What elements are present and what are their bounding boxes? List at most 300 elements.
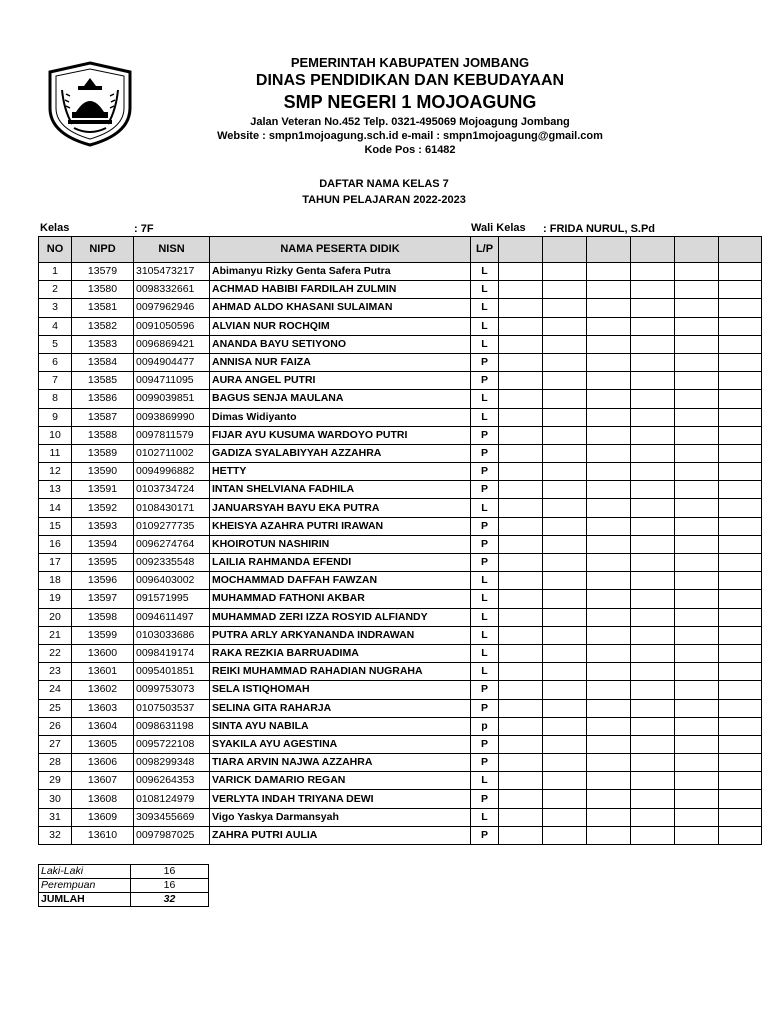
blank-cell — [719, 808, 762, 826]
row-nisn: 0108430171 — [134, 499, 210, 517]
row-nipd: 13600 — [72, 644, 134, 662]
row-no: 32 — [39, 826, 72, 844]
header-blank — [587, 237, 631, 263]
row-nama: VARICK DAMARIO REGAN — [210, 772, 471, 790]
table-row — [39, 372, 762, 390]
blank-cell — [719, 608, 762, 626]
row-nisn: 0093869990 — [134, 408, 210, 426]
blank-cell — [675, 717, 719, 735]
blank-cell — [587, 663, 631, 681]
blank-cell — [543, 608, 587, 626]
blank-cell — [587, 554, 631, 572]
row-nisn: 0097962946 — [134, 299, 210, 317]
row-nipd: 13610 — [72, 826, 134, 844]
row-nama: Vigo Yaskya Darmansyah — [210, 808, 471, 826]
department-name: DINAS PENDIDIKAN DAN KEBUDAYAAN — [255, 72, 565, 89]
blank-cell — [631, 644, 675, 662]
row-nipd: 13598 — [72, 608, 134, 626]
row-lp: P — [471, 426, 499, 444]
jumlah-count: 32 — [131, 893, 209, 907]
blank-cell — [631, 735, 675, 753]
kelas-label: Kelas — [40, 222, 70, 234]
blank-cell — [631, 572, 675, 590]
row-no: 4 — [39, 317, 72, 335]
row-lp: P — [471, 535, 499, 553]
blank-cell — [499, 444, 543, 462]
row-no: 11 — [39, 444, 72, 462]
header-blank — [499, 237, 543, 263]
table-row — [39, 263, 762, 281]
blank-cell — [543, 444, 587, 462]
blank-cell — [543, 554, 587, 572]
blank-cell — [675, 644, 719, 662]
blank-cell — [675, 390, 719, 408]
row-no: 3 — [39, 299, 72, 317]
table-row — [39, 754, 762, 772]
row-nisn: 0098419174 — [134, 644, 210, 662]
blank-cell — [543, 335, 587, 353]
blank-cell — [719, 463, 762, 481]
blank-cell — [675, 299, 719, 317]
row-nisn: 0099753073 — [134, 681, 210, 699]
blank-cell — [719, 353, 762, 371]
blank-cell — [719, 699, 762, 717]
row-nipd: 13596 — [72, 572, 134, 590]
row-nama: TIARA ARVIN NAJWA AZZAHRA — [210, 754, 471, 772]
blank-cell — [675, 735, 719, 753]
row-nipd: 13595 — [72, 554, 134, 572]
blank-cell — [675, 572, 719, 590]
row-lp: P — [471, 735, 499, 753]
blank-cell — [675, 463, 719, 481]
blank-cell — [631, 681, 675, 699]
row-lp: p — [471, 717, 499, 735]
blank-cell — [719, 535, 762, 553]
row-nipd: 13586 — [72, 390, 134, 408]
blank-cell — [719, 663, 762, 681]
blank-cell — [675, 353, 719, 371]
row-nisn: 0095401851 — [134, 663, 210, 681]
table-row — [39, 790, 762, 808]
row-nama: VERLYTA INDAH TRIYANA DEWI — [210, 790, 471, 808]
blank-cell — [587, 281, 631, 299]
student-table — [38, 236, 762, 845]
blank-cell — [587, 808, 631, 826]
blank-cell — [543, 372, 587, 390]
blank-cell — [587, 826, 631, 844]
blank-cell — [675, 754, 719, 772]
blank-cell — [543, 772, 587, 790]
row-nipd: 13584 — [72, 353, 134, 371]
blank-cell — [675, 426, 719, 444]
table-row — [39, 335, 762, 353]
row-nisn: 0099039851 — [134, 390, 210, 408]
header-blank — [675, 237, 719, 263]
row-nama: LAILIA RAHMANDA EFENDI — [210, 554, 471, 572]
row-nipd: 13601 — [72, 663, 134, 681]
blank-cell — [543, 754, 587, 772]
blank-cell — [499, 263, 543, 281]
blank-cell — [631, 517, 675, 535]
table-row — [39, 408, 762, 426]
row-nama: JANUARSYAH BAYU EKA PUTRA — [210, 499, 471, 517]
blank-cell — [499, 299, 543, 317]
table-row — [39, 426, 762, 444]
row-nisn: 0091050596 — [134, 317, 210, 335]
blank-cell — [675, 372, 719, 390]
blank-cell — [543, 535, 587, 553]
blank-cell — [499, 608, 543, 626]
row-nama: Abimanyu Rizky Genta Safera Putra — [210, 263, 471, 281]
blank-cell — [631, 390, 675, 408]
row-nama: GADIZA SYALABIYYAH AZZAHRA — [210, 444, 471, 462]
row-nipd: 13580 — [72, 281, 134, 299]
blank-cell — [675, 317, 719, 335]
letterhead — [140, 55, 680, 157]
blank-cell — [499, 499, 543, 517]
blank-cell — [631, 408, 675, 426]
row-nipd: 13591 — [72, 481, 134, 499]
table-row — [39, 608, 762, 626]
blank-cell — [499, 281, 543, 299]
blank-cell — [631, 263, 675, 281]
table-row — [39, 535, 762, 553]
blank-cell — [719, 572, 762, 590]
blank-cell — [587, 590, 631, 608]
row-nama: MOCHAMMAD DAFFAH FAWZAN — [210, 572, 471, 590]
row-nisn: 0094904477 — [134, 353, 210, 371]
blank-cell — [719, 281, 762, 299]
blank-cell — [675, 517, 719, 535]
blank-cell — [587, 644, 631, 662]
table-row — [39, 735, 762, 753]
row-nama: ZAHRA PUTRI AULIA — [210, 826, 471, 844]
blank-cell — [675, 408, 719, 426]
blank-cell — [587, 517, 631, 535]
row-nama: KHEISYA AZAHRA PUTRI IRAWAN — [210, 517, 471, 535]
row-nipd: 13594 — [72, 535, 134, 553]
blank-cell — [499, 790, 543, 808]
blank-cell — [675, 681, 719, 699]
row-lp: P — [471, 681, 499, 699]
blank-cell — [675, 499, 719, 517]
blank-cell — [499, 663, 543, 681]
row-no: 7 — [39, 372, 72, 390]
blank-cell — [499, 826, 543, 844]
row-nama: ALVIAN NUR ROCHQIM — [210, 317, 471, 335]
row-no: 30 — [39, 790, 72, 808]
blank-cell — [543, 481, 587, 499]
blank-cell — [587, 372, 631, 390]
blank-cell — [499, 317, 543, 335]
row-lp: L — [471, 408, 499, 426]
blank-cell — [587, 463, 631, 481]
blank-cell — [675, 808, 719, 826]
government-name: PEMERINTAH KABUPATEN JOMBANG — [290, 55, 530, 70]
blank-cell — [719, 299, 762, 317]
blank-cell — [543, 626, 587, 644]
blank-cell — [499, 717, 543, 735]
row-nama: ACHMAD HABIBI FARDILAH ZULMIN — [210, 281, 471, 299]
blank-cell — [675, 826, 719, 844]
row-no: 28 — [39, 754, 72, 772]
laki-count: 16 — [131, 865, 209, 879]
header-blank — [631, 237, 675, 263]
blank-cell — [675, 790, 719, 808]
blank-cell — [587, 535, 631, 553]
table-row — [39, 444, 762, 462]
blank-cell — [543, 317, 587, 335]
laki-label: Laki-Laki — [39, 865, 131, 879]
row-no: 17 — [39, 554, 72, 572]
blank-cell — [543, 353, 587, 371]
row-lp: L — [471, 281, 499, 299]
blank-cell — [719, 263, 762, 281]
document-title: DAFTAR NAMA KELAS 7 — [319, 178, 449, 190]
school-name: SMP NEGERI 1 MOJOAGUNG — [283, 92, 537, 112]
blank-cell — [587, 335, 631, 353]
blank-cell — [587, 263, 631, 281]
row-lp: P — [471, 790, 499, 808]
jumlah-label: JUMLAH — [39, 893, 131, 907]
blank-cell — [543, 572, 587, 590]
blank-cell — [587, 426, 631, 444]
blank-cell — [587, 608, 631, 626]
summary-row — [39, 893, 209, 907]
table-row — [39, 499, 762, 517]
row-nipd: 13589 — [72, 444, 134, 462]
row-nipd: 13590 — [72, 463, 134, 481]
blank-cell — [631, 590, 675, 608]
row-nama: PUTRA ARLY ARKYANANDA INDRAWAN — [210, 626, 471, 644]
row-lp: L — [471, 572, 499, 590]
row-nipd: 13579 — [72, 263, 134, 281]
table-row — [39, 390, 762, 408]
row-nama: AHMAD ALDO KHASANI SULAIMAN — [210, 299, 471, 317]
row-no: 27 — [39, 735, 72, 753]
blank-cell — [587, 626, 631, 644]
table-row — [39, 826, 762, 844]
row-nama: REIKI MUHAMMAD RAHADIAN NUGRAHA — [210, 663, 471, 681]
blank-cell — [543, 263, 587, 281]
blank-cell — [719, 754, 762, 772]
row-no: 18 — [39, 572, 72, 590]
blank-cell — [675, 699, 719, 717]
row-nipd: 13599 — [72, 626, 134, 644]
row-no: 1 — [39, 263, 72, 281]
blank-cell — [675, 444, 719, 462]
blank-cell — [499, 372, 543, 390]
blank-cell — [543, 681, 587, 699]
blank-cell — [499, 626, 543, 644]
blank-cell — [719, 372, 762, 390]
row-no: 24 — [39, 681, 72, 699]
row-nipd: 13602 — [72, 681, 134, 699]
blank-cell — [675, 590, 719, 608]
header-lp: L/P — [471, 237, 499, 263]
blank-cell — [631, 663, 675, 681]
row-no: 12 — [39, 463, 72, 481]
blank-cell — [719, 735, 762, 753]
row-nama: MUHAMMAD FATHONI AKBAR — [210, 590, 471, 608]
row-nisn: 0103033686 — [134, 626, 210, 644]
row-lp: L — [471, 299, 499, 317]
blank-cell — [631, 299, 675, 317]
row-lp: P — [471, 826, 499, 844]
blank-cell — [587, 772, 631, 790]
row-nisn: 0108124979 — [134, 790, 210, 808]
row-nisn: 0098332661 — [134, 281, 210, 299]
blank-cell — [499, 335, 543, 353]
row-nipd: 13604 — [72, 717, 134, 735]
row-nisn: 0094611497 — [134, 608, 210, 626]
table-row — [39, 772, 762, 790]
blank-cell — [543, 281, 587, 299]
row-nipd: 13582 — [72, 317, 134, 335]
row-nipd: 13593 — [72, 517, 134, 535]
row-nisn: 0109277735 — [134, 517, 210, 535]
blank-cell — [587, 790, 631, 808]
blank-cell — [499, 517, 543, 535]
row-no: 31 — [39, 808, 72, 826]
blank-cell — [499, 390, 543, 408]
blank-cell — [675, 626, 719, 644]
blank-cell — [719, 554, 762, 572]
table-row — [39, 681, 762, 699]
row-nisn: 091571995 — [134, 590, 210, 608]
blank-cell — [631, 353, 675, 371]
blank-cell — [719, 444, 762, 462]
table-row — [39, 353, 762, 371]
blank-cell — [499, 481, 543, 499]
blank-cell — [719, 826, 762, 844]
row-nama: BAGUS SENJA MAULANA — [210, 390, 471, 408]
blank-cell — [587, 299, 631, 317]
row-lp: P — [471, 517, 499, 535]
row-lp: P — [471, 554, 499, 572]
jombang-emblem-logo — [44, 60, 136, 148]
row-no: 6 — [39, 353, 72, 371]
blank-cell — [499, 554, 543, 572]
row-lp: L — [471, 808, 499, 826]
row-lp: L — [471, 644, 499, 662]
blank-cell — [587, 408, 631, 426]
blank-cell — [499, 572, 543, 590]
row-no: 20 — [39, 608, 72, 626]
row-lp: P — [471, 353, 499, 371]
row-nama: RAKA REZKIA BARRUADIMA — [210, 644, 471, 662]
blank-cell — [587, 317, 631, 335]
row-nipd: 13608 — [72, 790, 134, 808]
row-no: 13 — [39, 481, 72, 499]
row-lp: P — [471, 754, 499, 772]
blank-cell — [631, 826, 675, 844]
row-nama: AURA ANGEL PUTRI — [210, 372, 471, 390]
blank-cell — [719, 317, 762, 335]
row-nipd: 13603 — [72, 699, 134, 717]
row-nama: MUHAMMAD ZERI IZZA ROSYID ALFIANDY — [210, 608, 471, 626]
blank-cell — [719, 426, 762, 444]
academic-year: TAHUN PELAJARAN 2022-2023 — [302, 194, 466, 206]
row-nisn: 0098299348 — [134, 754, 210, 772]
blank-cell — [631, 808, 675, 826]
row-no: 9 — [39, 408, 72, 426]
blank-cell — [543, 517, 587, 535]
blank-cell — [499, 808, 543, 826]
blank-cell — [675, 263, 719, 281]
blank-cell — [587, 390, 631, 408]
row-no: 15 — [39, 517, 72, 535]
blank-cell — [719, 517, 762, 535]
row-nisn: 0092335548 — [134, 554, 210, 572]
header-nisn: NISN — [134, 237, 210, 263]
row-nipd: 13587 — [72, 408, 134, 426]
kelas-value: : 7F — [134, 223, 154, 235]
blank-cell — [499, 772, 543, 790]
row-nisn: 0094996882 — [134, 463, 210, 481]
row-nama: Dimas Widiyanto — [210, 408, 471, 426]
blank-cell — [543, 390, 587, 408]
blank-cell — [587, 444, 631, 462]
blank-cell — [543, 499, 587, 517]
blank-cell — [587, 717, 631, 735]
row-nama: SYAKILA AYU AGESTINA — [210, 735, 471, 753]
row-nisn: 0103734724 — [134, 481, 210, 499]
row-nipd: 13581 — [72, 299, 134, 317]
blank-cell — [543, 826, 587, 844]
blank-cell — [543, 717, 587, 735]
blank-cell — [631, 535, 675, 553]
row-no: 14 — [39, 499, 72, 517]
table-row — [39, 644, 762, 662]
row-nisn: 0096274764 — [134, 535, 210, 553]
row-no: 16 — [39, 535, 72, 553]
row-lp: L — [471, 608, 499, 626]
blank-cell — [499, 535, 543, 553]
summary-row — [39, 879, 209, 893]
header-no: NO — [39, 237, 72, 263]
row-lp: L — [471, 317, 499, 335]
row-lp: L — [471, 626, 499, 644]
summary-row — [39, 865, 209, 879]
school-address: Jalan Veteran No.452 Telp. 0321-495069 Mojoagung Jombang — [250, 116, 570, 128]
perempuan-label: Perempuan — [39, 879, 131, 893]
row-no: 25 — [39, 699, 72, 717]
row-nipd: 13592 — [72, 499, 134, 517]
row-nama: SELINA GITA RAHARJA — [210, 699, 471, 717]
table-row — [39, 590, 762, 608]
row-lp: L — [471, 663, 499, 681]
blank-cell — [631, 772, 675, 790]
row-nisn: 3093455669 — [134, 808, 210, 826]
row-nama: ANNISA NUR FAIZA — [210, 353, 471, 371]
row-lp: L — [471, 772, 499, 790]
school-postcode: Kode Pos : 61482 — [364, 144, 456, 156]
row-nisn: 0098631198 — [134, 717, 210, 735]
blank-cell — [499, 463, 543, 481]
row-lp: L — [471, 590, 499, 608]
blank-cell — [675, 535, 719, 553]
table-row — [39, 317, 762, 335]
row-nama: ANANDA BAYU SETIYONO — [210, 335, 471, 353]
row-nisn: 3105473217 — [134, 263, 210, 281]
blank-cell — [587, 572, 631, 590]
blank-cell — [631, 626, 675, 644]
row-nipd: 13597 — [72, 590, 134, 608]
row-no: 5 — [39, 335, 72, 353]
row-nama: HETTY — [210, 463, 471, 481]
row-nisn: 0095722108 — [134, 735, 210, 753]
